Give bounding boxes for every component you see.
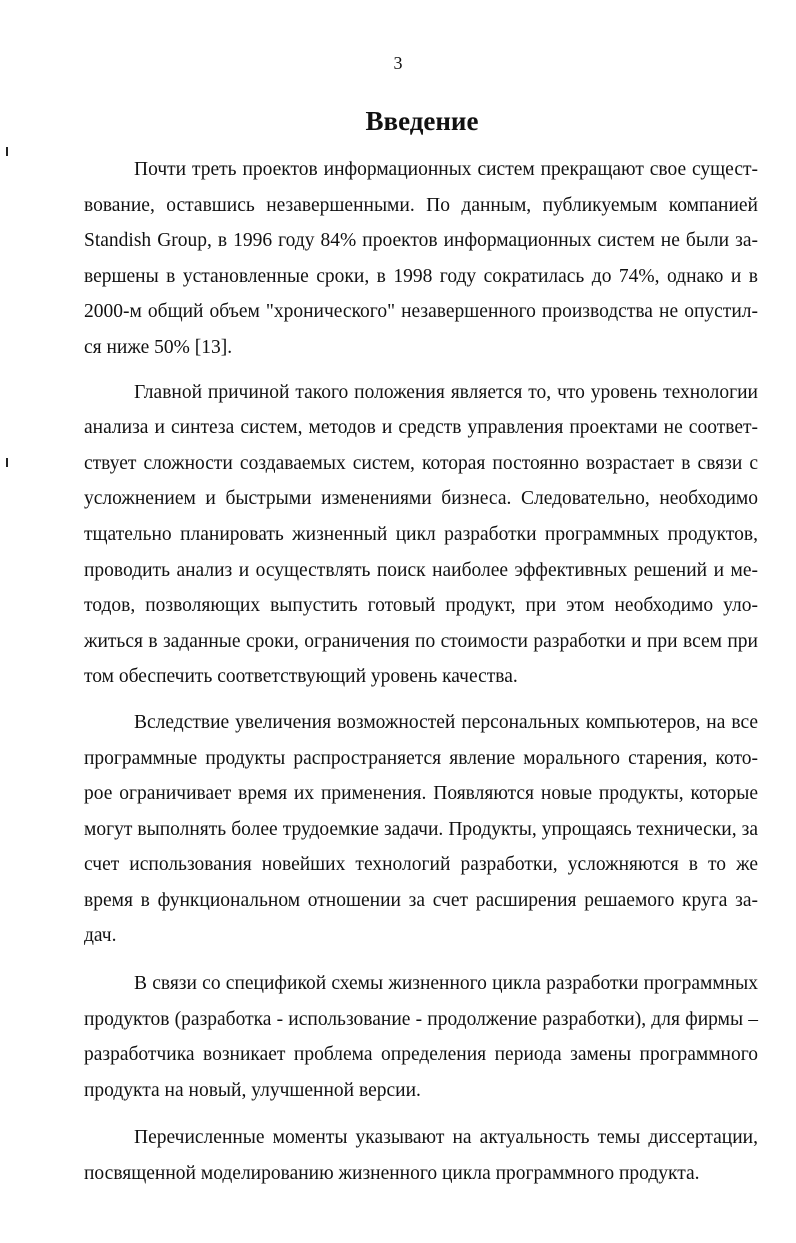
- page-number: 3: [393, 53, 403, 73]
- section-heading: Введение: [365, 106, 479, 136]
- body-text: [84, 152, 758, 1192]
- paragraph: Вследствие увеличения возможностей персональных компьютеров, на все программные продукты распространяется явление морального старения, которое ограничивает время их применения. Появляются новые продукты, которые могут выполнять более трудоемкие задачи. Продукты, упрощаясь технически, за счет использования новейших технологий разработки, усложняются в то же время в функциональном отношении за счет расширения решаемого круга задач.: [84, 711, 758, 947]
- margin-mark: [6, 458, 8, 467]
- paragraph: Перечисленные моменты указывают на актуальность темы диссертации, посвященной моделированию жизненного цикла программного продукта.: [84, 1127, 758, 1185]
- paragraph: В связи со спецификой схемы жизненного цикла разработки программных продуктов (разработка - использование - продолжение разработки), для фирмы – разработчика возникает проблема определения периода замены программного продукта на новый, улучшенной версии.: [84, 973, 758, 1101]
- margin-mark: [6, 147, 8, 156]
- paragraph: Главной причиной такого положения является то, что уровень технологии анализа и синтеза систем, методов и средств управления проектами не соответствует сложности создаваемых систем, которая постоянно возрастает в связи с усложнением и быстрыми изменениями бизнеса. Следовательно, необходимо тщательно планировать жизненный цикл разработки программных продуктов, проводить анализ и осуществлять поиск наиболее эффективных решений и методов, позволяющих выпустить готовый продукт, при этом необходимо уложиться в заданные сроки, ограничения по стоимости разработки и при всем при том обеспечить соответствующий уровень качества.: [84, 381, 758, 688]
- paragraph: Почти треть проектов информационных систем прекращают свое существование, оставшись незавершенными. По данным, публикуемым компанией Standish Group, в 1996 году 84% проектов информационных систем не были завершены в установленные сроки, в 1998 году сократилась до 74%, однако и в 2000-м общий объем "хронического" незавершенного производства не опустился ниже 50% [13].: [84, 159, 758, 358]
